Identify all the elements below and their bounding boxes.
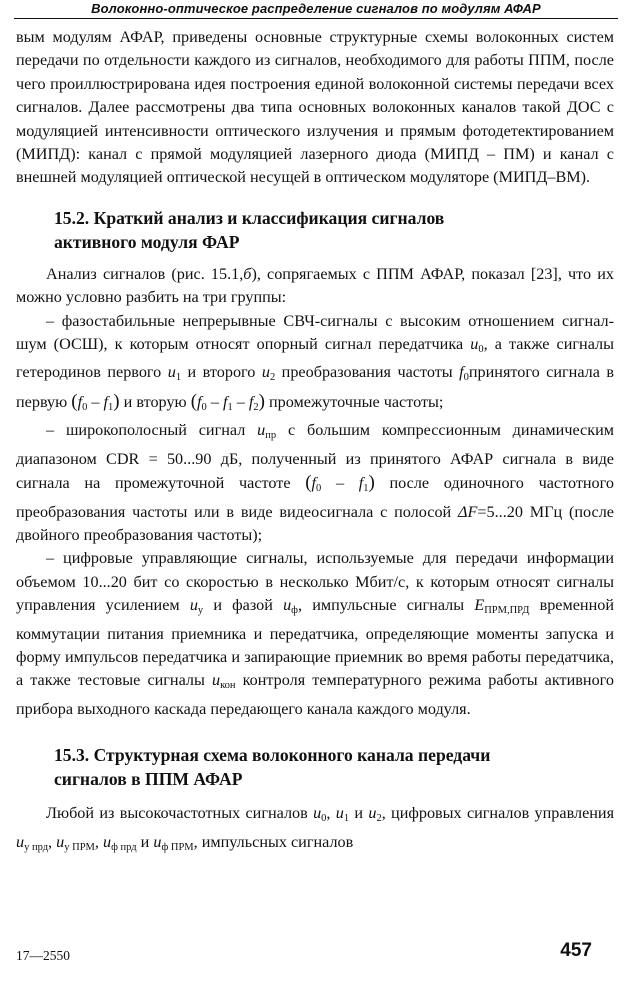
signature-mark: 17—2550 bbox=[16, 948, 70, 963]
symbol-u2: $u_2$ bbox=[261, 363, 276, 384]
list-item-phase-stable: – фазостабильные непрерывные СВЧ-сигналы с высоким отношением сигнал-шум (ОСШ), к которым относят опорный сигнал передатчика $u_0$, а также сигналы гетеродинов первого $u_1$ и второго $u_2$ преобразования частоты $f_0принятого$ сигнала в первую $(f_0 - f_1)$ и вторую $(f_0 - f_1 - f_2)$ промежуточные частоты; bbox=[16, 311, 615, 413]
heading-line-1: 15.2. Краткий анализ и классификация сигналов bbox=[54, 207, 445, 228]
running-title: Волоконно-оптическое распределение сигналов по модулям АФАР bbox=[91, 1, 541, 16]
list-item-broadband: – широкополосный сигнал $u_{пр}$ с большим компрессионным динамическим диапазоном CDR = 50...90 дБ, полученный из принятого АФАР сигнала в виде сигнала на промежуточной частоте $(f_0 - f_1)$ после одиночного частотного преобразования частоты или в виде видеосигнала с полосой ΔF=5...20 МГц (после двойного преобразования частоты); bbox=[16, 421, 615, 544]
symbol-u0: $u_0$ bbox=[313, 804, 327, 825]
page-footer bbox=[16, 940, 592, 970]
symbol-u-y: $u_у$ bbox=[189, 596, 204, 617]
expression-f0-minus-f1-if: $(f_0 - f_1)$ bbox=[305, 472, 375, 495]
heading-line-2: сигналов в ППМ АФАР bbox=[54, 769, 243, 790]
symbol-u1: $u_1$ bbox=[167, 363, 182, 384]
symbol-u-ph-prm: $u_{ф ПРМ}$ bbox=[153, 832, 194, 853]
structure-paragraph: Любой из высокочастотных сигналов $u_0$, $u_1$ и $u_2$, цифровых сигналов управления $u_{у прд}$, $u_{у ПРМ}$, $u_{ф прд}$ и $u_{ф ПРМ}$, импульсных сигналов bbox=[16, 804, 615, 853]
symbol-u-y-prd: $u_{у прд}$ bbox=[16, 832, 49, 853]
heading-line-1: 15.3. Структурная схема волоконного канала передачи bbox=[54, 745, 491, 766]
list-item-digital: – цифровые управляющие сигналы, используемые для передачи информации объемом 10...20 бит со скоростью в несколько Мбит/с, к которым относят сигналы управления усилением $u_у$ и фазой $u_ф$, импульсные сигналы $E_{ПРМ,ПРД}$ временной коммутации питания приемника и передатчика, определяющие моменты запуска и форму импульсов передатчика и запирающие приемник во время работы передатчика, а также тестовые сигналы $u_{кон}$ контроля температурного режима работы активного прибора выходного каскада передающего канала каждого модуля. bbox=[16, 549, 614, 718]
page-number: 457 bbox=[560, 940, 592, 961]
section-heading-15-2 bbox=[16, 206, 614, 254]
intro-paragraph: вым модулям АФАР, приведены основные структурные схемы волоконных систем передачи по отдельности каждого из сигналов, необходимого для работы ППМ, после чего проиллюстрирована идея построения единой волоконной системы передачи всех сигналов. Далее рассмотрены два типа основных волоконных каналов такой ДОС с модуляцией интенсивности оптического излучения и прямым фотодетектированием (МИПД): канал с прямой модуляцией лазерного диода (МИПД – ПМ) и канал с внешней модуляцией оптической несущей в оптическом модуляторе (МИПД–ВМ). bbox=[16, 28, 614, 187]
symbol-u2: $u_2$ bbox=[368, 804, 382, 825]
symbol-u1: $u_1$ bbox=[335, 804, 350, 825]
figure-ref-letter: б bbox=[243, 264, 252, 283]
page-body bbox=[16, 26, 614, 859]
symbol-e-prm-prd: $E_{ПРМ,ПРД}$ bbox=[474, 596, 530, 617]
symbol-u-y-prm: $u_{у ПРМ}$ bbox=[56, 832, 95, 853]
symbol-u-pr: $u_{пр}$ bbox=[257, 421, 277, 442]
running-header bbox=[14, 0, 618, 19]
analysis-paragraph: Анализ сигналов (рис. 15.1,б), сопрягаемых с ППМ АФАР, показал [23], что их можно условно разбить на три группы: bbox=[16, 264, 614, 307]
expression-f0-minus-f1-minus-f2: $(f_0 - f_1 - f_2)$ bbox=[190, 390, 265, 413]
symbol-u-kon: $u_{кон}$ bbox=[211, 671, 236, 692]
symbol-delta-f: ΔF bbox=[458, 502, 478, 521]
symbol-u0: $u_0$ bbox=[470, 335, 484, 356]
symbol-u-ph-prd: $u_{ф прд}$ bbox=[102, 832, 137, 853]
symbol-f0: $f_0$ bbox=[459, 363, 469, 384]
section-heading-15-3 bbox=[16, 743, 614, 791]
heading-line-2: активного модуля ФАР bbox=[54, 231, 240, 252]
symbol-u-ph: $u_ф$ bbox=[283, 596, 298, 617]
expression-f0-minus-f1: $(f_0 - f_1)$ bbox=[71, 390, 120, 413]
